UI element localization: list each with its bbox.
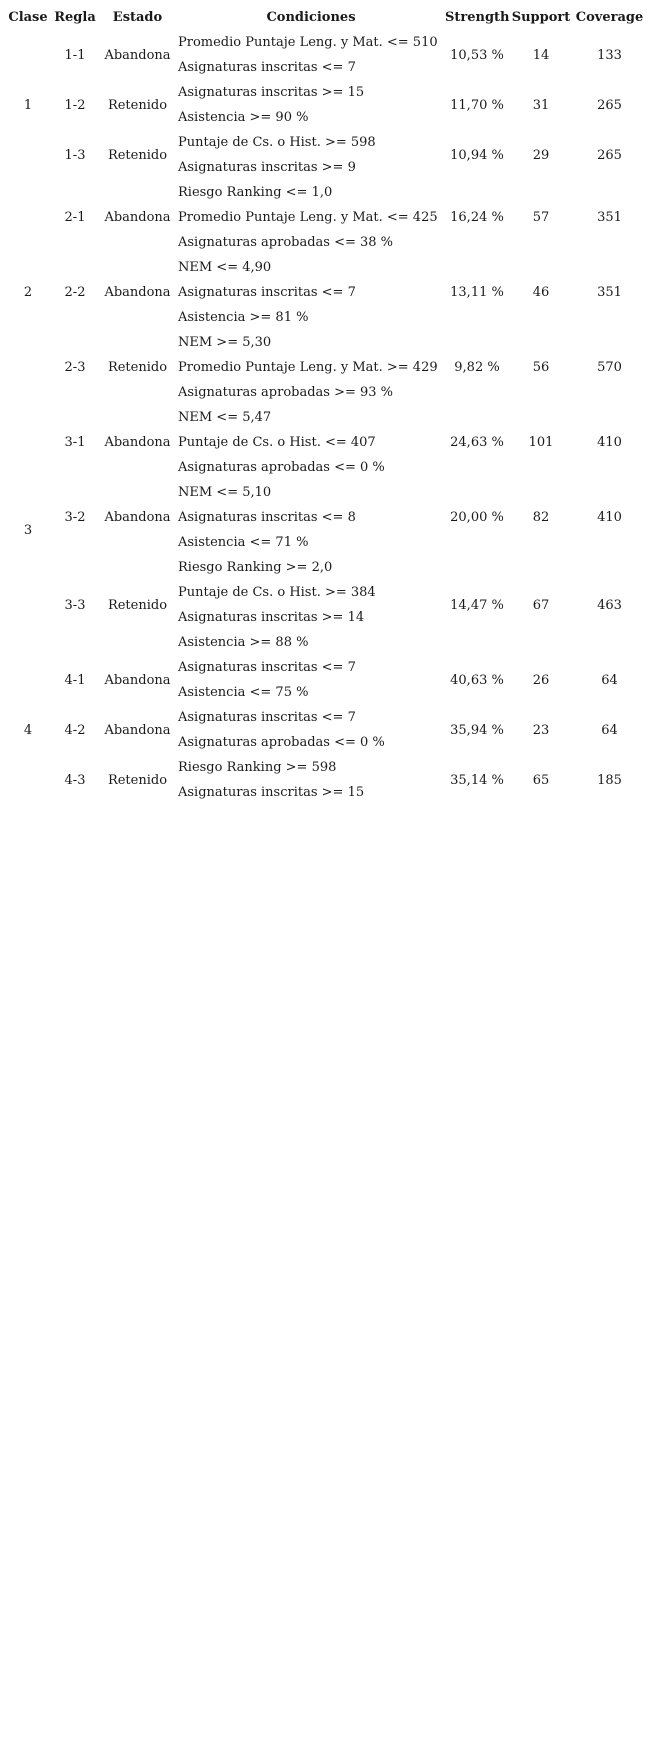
condition-line: Riesgo Ranking >= 598 xyxy=(178,760,337,775)
clase-cell: 4 xyxy=(23,722,33,738)
estado-cell: Abandona xyxy=(104,722,171,738)
condition-line: Asignaturas inscritas <= 7 xyxy=(178,710,356,725)
condition-line: Asignaturas inscritas <= 7 xyxy=(178,60,356,75)
condition-line: Asignaturas aprobadas <= 38 % xyxy=(178,235,394,250)
condition-line: Promedio Puntaje Leng. y Mat. <= 425 xyxy=(178,210,438,225)
estado-cell: Abandona xyxy=(104,435,171,450)
condition-line: Asignaturas inscritas >= 9 xyxy=(178,160,356,175)
header-regla: Regla xyxy=(54,9,96,25)
condiciones-cell xyxy=(177,555,445,655)
estado-cell: Retenido xyxy=(107,597,168,613)
table-row xyxy=(4,130,646,180)
strength-cell: 35,14 % xyxy=(450,772,504,788)
regla-cell: 2-2 xyxy=(64,285,86,300)
regla-cell: 1-3 xyxy=(64,147,86,163)
strength-cell: 40,63 % xyxy=(450,672,504,688)
condiciones-cell xyxy=(177,80,445,130)
estado-cell: Abandona xyxy=(104,47,171,63)
table-row xyxy=(4,330,646,405)
header-clase: Clase xyxy=(8,9,48,25)
condiciones-cell xyxy=(177,755,445,805)
condiciones-cell xyxy=(177,255,445,330)
condition-line: Asistencia <= 75 % xyxy=(178,685,309,700)
strength-cell: 10,53 % xyxy=(450,47,504,63)
table-row xyxy=(4,555,646,655)
regla-cell: 4-3 xyxy=(64,772,86,788)
condition-line: Asignaturas aprobadas <= 0 % xyxy=(178,735,385,750)
regla-cell: 3-3 xyxy=(64,597,86,613)
table-row xyxy=(4,480,646,555)
header-estado: Estado xyxy=(112,9,163,25)
strength-cell: 35,94 % xyxy=(450,722,504,738)
table-row xyxy=(4,755,646,805)
estado-cell: Abandona xyxy=(104,210,171,225)
strength-cell: 10,94 % xyxy=(450,147,504,163)
strength-cell: 13,11 % xyxy=(450,285,504,300)
strength-cell: 14,47 % xyxy=(450,597,504,613)
support-cell: 65 xyxy=(532,772,550,788)
support-cell: 26 xyxy=(532,672,550,688)
condiciones-cell xyxy=(177,655,445,705)
table-row xyxy=(4,405,646,480)
regla-cell: 3-1 xyxy=(64,435,86,450)
support-cell: 29 xyxy=(532,147,550,163)
regla-cell: 3-2 xyxy=(64,510,86,525)
coverage-cell: 351 xyxy=(597,210,622,225)
table-row xyxy=(4,655,646,705)
rules-table xyxy=(4,4,646,805)
condition-line: Asistencia <= 71 % xyxy=(178,535,309,550)
condition-line: Asignaturas inscritas >= 15 xyxy=(178,785,365,800)
coverage-cell: 64 xyxy=(601,722,618,738)
support-cell: 31 xyxy=(532,97,550,113)
strength-cell: 16,24 % xyxy=(450,210,504,225)
support-cell: 67 xyxy=(532,597,550,613)
table-body xyxy=(4,30,646,805)
support-cell: 101 xyxy=(528,435,554,450)
header-coverage: Coverage xyxy=(575,9,644,25)
condiciones-cell xyxy=(177,705,445,755)
condition-line: NEM <= 5,47 xyxy=(178,410,272,425)
condition-line: Asignaturas aprobadas >= 93 % xyxy=(178,385,394,400)
table-header xyxy=(4,4,646,30)
strength-cell: 9,82 % xyxy=(454,360,500,375)
support-cell: 23 xyxy=(532,722,550,738)
condition-line: Asignaturas inscritas <= 8 xyxy=(178,510,356,525)
regla-cell: 4-1 xyxy=(64,672,86,688)
support-cell: 82 xyxy=(532,510,550,525)
strength-cell: 11,70 % xyxy=(450,97,504,113)
coverage-cell: 133 xyxy=(597,47,622,63)
header-row xyxy=(4,4,646,30)
coverage-cell: 265 xyxy=(597,147,622,163)
condition-line: Asistencia >= 88 % xyxy=(178,635,309,650)
estado-cell: Retenido xyxy=(107,772,168,788)
header-condiciones: Condiciones xyxy=(266,9,356,25)
support-cell: 46 xyxy=(532,285,550,300)
coverage-cell: 64 xyxy=(601,672,618,688)
table-row xyxy=(4,80,646,130)
support-cell: 14 xyxy=(532,47,550,63)
condition-line: Riesgo Ranking >= 2,0 xyxy=(178,560,333,575)
estado-cell: Abandona xyxy=(104,285,171,300)
regla-cell: 2-3 xyxy=(64,360,86,375)
condition-line: Asistencia >= 90 % xyxy=(178,110,309,125)
condition-line: NEM <= 4,90 xyxy=(178,260,272,275)
coverage-cell: 351 xyxy=(597,285,622,300)
condition-line: NEM >= 5,30 xyxy=(178,335,272,350)
regla-cell: 1-2 xyxy=(64,97,86,113)
condiciones-cell xyxy=(177,480,445,555)
condition-line: Asistencia >= 81 % xyxy=(178,310,309,325)
strength-cell: 20,00 % xyxy=(450,510,504,525)
clase-cell: 1 xyxy=(23,97,33,113)
table-row xyxy=(4,180,646,255)
estado-cell: Retenido xyxy=(107,147,168,163)
coverage-cell: 265 xyxy=(597,97,622,113)
condiciones-cell xyxy=(177,180,445,255)
condition-line: Asignaturas inscritas >= 14 xyxy=(178,610,365,625)
header-support: Support xyxy=(511,9,571,25)
support-cell: 57 xyxy=(532,210,550,225)
condition-line: Asignaturas inscritas <= 7 xyxy=(178,660,356,675)
estado-cell: Retenido xyxy=(107,97,168,113)
condition-line: Asignaturas inscritas >= 15 xyxy=(178,85,365,100)
condition-line: Riesgo Ranking <= 1,0 xyxy=(178,185,333,200)
condition-line: Promedio Puntaje Leng. y Mat. >= 429 xyxy=(178,360,438,375)
clase-cell: 2 xyxy=(23,285,33,300)
coverage-cell: 410 xyxy=(597,510,622,525)
coverage-cell: 463 xyxy=(597,597,622,613)
regla-cell: 1-1 xyxy=(64,47,86,63)
condition-line: Promedio Puntaje Leng. y Mat. <= 510 xyxy=(178,35,438,50)
estado-cell: Abandona xyxy=(104,672,171,688)
table-row xyxy=(4,30,646,80)
condition-line: Puntaje de Cs. o Hist. >= 598 xyxy=(178,135,376,150)
condiciones-cell xyxy=(177,130,445,180)
support-cell: 56 xyxy=(532,360,550,375)
condiciones-cell xyxy=(177,30,445,80)
table-row xyxy=(4,705,646,755)
table-row xyxy=(4,255,646,330)
condiciones-cell xyxy=(177,405,445,480)
estado-cell: Abandona xyxy=(104,510,171,525)
regla-cell: 2-1 xyxy=(64,210,86,225)
coverage-cell: 570 xyxy=(597,360,622,375)
clase-cell: 3 xyxy=(23,522,33,538)
condition-line: Puntaje de Cs. o Hist. <= 407 xyxy=(178,435,376,450)
coverage-cell: 185 xyxy=(597,772,622,788)
condiciones-cell xyxy=(177,330,445,405)
estado-cell: Retenido xyxy=(107,360,168,375)
condition-line: Puntaje de Cs. o Hist. >= 384 xyxy=(178,585,376,600)
regla-cell: 4-2 xyxy=(64,722,86,738)
condition-line: Asignaturas aprobadas <= 0 % xyxy=(178,460,385,475)
condition-line: NEM <= 5,10 xyxy=(178,485,272,500)
strength-cell: 24,63 % xyxy=(450,435,504,450)
header-strength: Strength xyxy=(445,9,510,25)
coverage-cell: 410 xyxy=(597,435,622,450)
condition-line: Asignaturas inscritas <= 7 xyxy=(178,285,356,300)
